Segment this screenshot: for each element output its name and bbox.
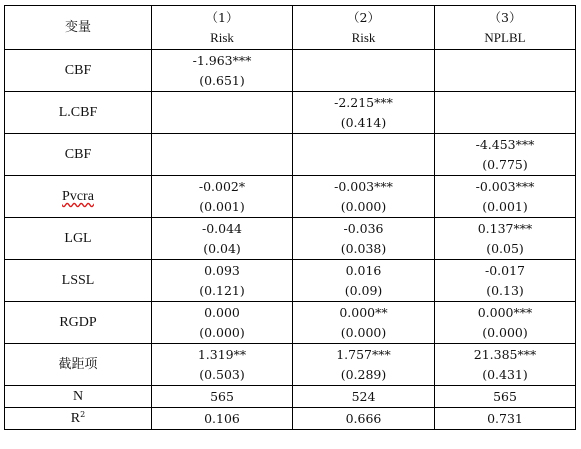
header-row: [5, 6, 576, 50]
table-cell: [152, 260, 293, 302]
table-cell: [152, 302, 293, 344]
col-number: （1）: [205, 9, 239, 25]
std-error: (0.000): [340, 198, 387, 214]
row-label: L.CBF: [5, 92, 152, 134]
table-cell: [293, 344, 435, 386]
table-cell: [435, 92, 576, 134]
std-error: [152, 113, 292, 133]
std-error: (0.05): [486, 240, 524, 256]
coef: [152, 93, 292, 113]
coef: [293, 135, 434, 155]
coef: 0.000: [204, 304, 240, 320]
table-cell: [293, 176, 435, 218]
col-label: Risk: [210, 29, 234, 45]
superscript: 2: [80, 409, 86, 419]
table-row-lssl: [5, 260, 576, 302]
std-error: [293, 71, 434, 91]
std-error: [435, 113, 575, 133]
table-cell: [293, 302, 435, 344]
std-error: (0.038): [340, 240, 387, 256]
table-cell: [293, 92, 435, 134]
coef: [435, 51, 575, 71]
coef: -0.036: [343, 220, 384, 236]
coef: 0.000***: [477, 304, 533, 320]
row-label: CBF: [5, 134, 152, 176]
col-number: （2）: [347, 9, 380, 25]
coef: 0.016: [345, 262, 382, 278]
table-row-n: [5, 386, 576, 408]
coef: 21.385***: [473, 346, 537, 362]
table-cell: [152, 344, 293, 386]
coef: -4.453***: [475, 136, 535, 152]
std-error: (0.001): [199, 198, 245, 214]
table-cell: 565: [435, 386, 576, 408]
table-cell: [152, 50, 293, 92]
table-cell: [293, 50, 435, 92]
coef: -0.003***: [334, 178, 393, 194]
coef: 1.757***: [336, 346, 391, 362]
table-row-l-cbf: [5, 92, 576, 134]
header-variable: 变量: [5, 6, 152, 50]
table-cell: [435, 302, 576, 344]
coef: 0.000**: [339, 304, 388, 320]
std-error: (0.289): [340, 366, 387, 382]
table-cell: [152, 176, 293, 218]
table-row-lgl: [5, 218, 576, 260]
table-cell: [435, 218, 576, 260]
table-row-pvcra: [5, 176, 576, 218]
table-cell: 565: [152, 386, 293, 408]
row-label: LGL: [5, 218, 152, 260]
table-cell: [435, 344, 576, 386]
std-error: (0.775): [482, 156, 528, 172]
coef: -2.215***: [334, 94, 393, 110]
col-label: NPLBL: [484, 29, 526, 45]
table-cell: 524: [293, 386, 435, 408]
std-error: [435, 71, 575, 91]
coef: [152, 135, 292, 155]
std-error: [152, 155, 292, 175]
row-label: LSSL: [5, 260, 152, 302]
table-cell: 0.666: [293, 408, 435, 430]
table-cell: [293, 218, 435, 260]
table-cell: [152, 134, 293, 176]
table-cell: [293, 260, 435, 302]
table-cell: [435, 260, 576, 302]
table-row-cbf: [5, 50, 576, 92]
std-error: (0.000): [482, 324, 528, 340]
row-label: Pvcra: [5, 176, 152, 218]
coef: -0.003***: [475, 178, 535, 194]
table-row-rgdp: [5, 302, 576, 344]
row-label: $R^2$: [5, 408, 152, 430]
std-error: (0.121): [199, 282, 245, 298]
std-error: (0.431): [482, 366, 528, 382]
coef: -0.002*: [198, 178, 246, 194]
coef: -0.017: [484, 262, 525, 278]
header-col-3: [435, 6, 576, 50]
std-error: (0.000): [340, 324, 387, 340]
std-error: (0.651): [199, 72, 245, 88]
regression-table: [4, 5, 576, 430]
table-cell: [152, 92, 293, 134]
table-row-r2: [5, 408, 576, 430]
table-cell: [435, 50, 576, 92]
table-cell: [152, 218, 293, 260]
std-error: (0.13): [486, 282, 524, 298]
coef: 0.137***: [477, 220, 533, 236]
header-col-1: [152, 6, 293, 50]
col-number: （3）: [488, 9, 522, 25]
coef: [293, 51, 434, 71]
coef: 1.319**: [197, 346, 247, 362]
table-cell: 0.731: [435, 408, 576, 430]
coef: 0.093: [204, 262, 240, 278]
std-error: (0.04): [203, 240, 241, 256]
table-cell: [435, 134, 576, 176]
table-row-intercept: [5, 344, 576, 386]
std-error: (0.000): [199, 324, 245, 340]
row-label: CBF: [5, 50, 152, 92]
std-error: (0.001): [482, 198, 528, 214]
row-label: RGDP: [5, 302, 152, 344]
std-error: [293, 155, 434, 175]
row-label: N: [5, 386, 152, 408]
table-cell: 0.106: [152, 408, 293, 430]
table-cell: [293, 134, 435, 176]
coef: [435, 93, 575, 113]
table-row-cbf-2: [5, 134, 576, 176]
coef: -1.963***: [192, 52, 252, 68]
row-label: 截距项: [5, 344, 152, 386]
std-error: (0.09): [344, 282, 383, 298]
std-error: (0.414): [340, 114, 387, 130]
coef: -0.044: [201, 220, 242, 236]
std-error: (0.503): [199, 366, 245, 382]
table-cell: [435, 176, 576, 218]
header-col-2: [293, 6, 435, 50]
col-label: Risk: [351, 29, 376, 45]
